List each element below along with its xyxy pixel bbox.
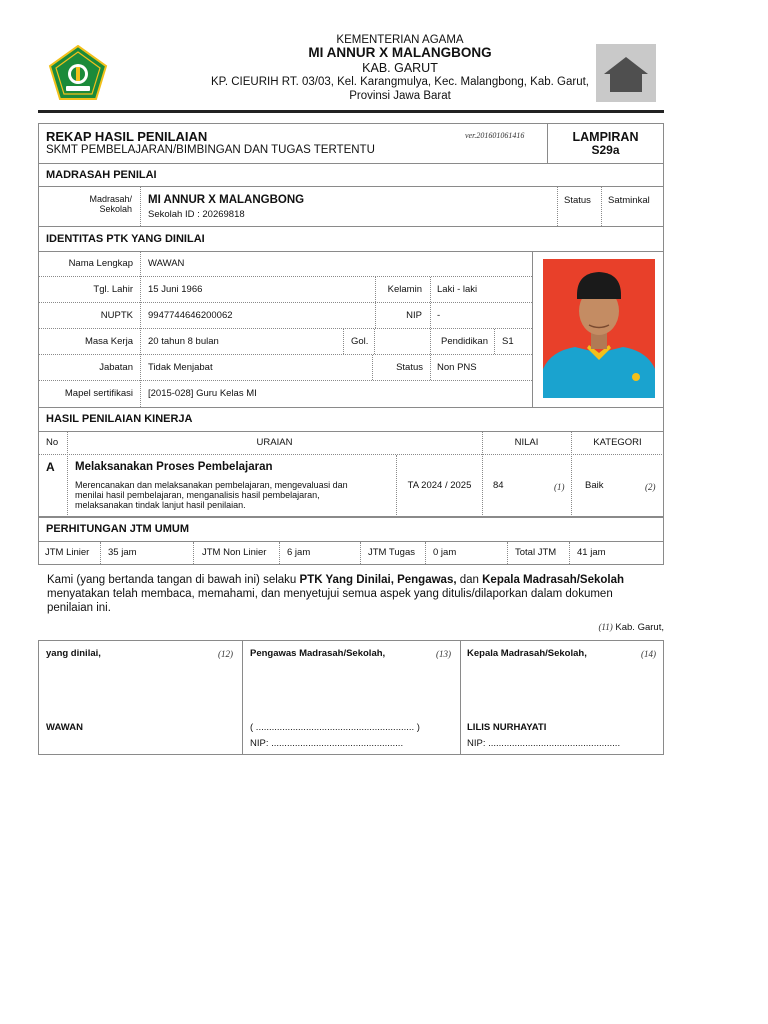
madrasah-name: MI ANNUR X MALANGBONG [148,194,305,206]
col-kategori: KATEGORI [593,437,642,448]
sig-kepala-label: Kepala Madrasah/Sekolah, [467,648,587,659]
jtm-nonlinier-label: JTM Non Linier [202,547,267,558]
row-a-title: Melaksanakan Proses Pembelajaran [75,461,273,473]
school-name: MI ANNUR X MALANGBONG [308,45,492,60]
row-a-kategori-ref: (2) [645,482,656,492]
kelamin-label: Kelamin [387,284,422,295]
statement-line2: menyatakan telah membaca, memahami, dan menyetujui semua aspek yang ditulis/dilaporkan dalam dokumen [47,588,613,600]
madrasah-label-line1: Madrasah/ [89,194,132,204]
nip-value: - [437,310,441,321]
province-name: Provinsi Jawa Barat [349,90,451,102]
nip-label: NIP [406,310,422,321]
masa-kerja-label: Masa Kerja [84,336,133,347]
form-version: ver.201601061416 [465,131,525,140]
madrasah-label-line2: Sekolah [99,204,132,214]
nama-label: Nama Lengkap [68,258,133,269]
row-a-desc-line1: Merencanakan dan melaksanakan pembelajaran, mengevaluasi dan [75,480,348,490]
row-a-nilai-ref: (1) [554,482,565,492]
sig-pengawas-name: ( ............................................................ ) [250,722,420,733]
row-a-desc-line3: melaksanakan tindak lanjut hasil penilaian. [75,500,246,510]
sig-dinilai-name: WAWAN [46,722,83,733]
jtm-nonlinier-value: 6 jam [287,547,311,558]
sig-kepala-ref: (14) [641,649,656,659]
col-no: No [46,437,59,448]
nama-value: WAWAN [148,258,185,269]
col-uraian: URAIAN [256,437,293,448]
madrasah-id: Sekolah ID : 20269818 [148,209,245,220]
row-a-no: A [46,460,55,474]
mapel-label: Mapel sertifikasi [64,388,133,399]
place-date: (11) Kab. Garut, [598,622,664,633]
madrasah-status-value: Satminkal [608,195,650,206]
madrasah-status-label: Status [564,195,591,206]
kemenag-logo-icon [48,45,108,101]
sig-pengawas-nip: NIP: .................................................. [250,738,404,749]
pendidikan-label: Pendidikan [440,336,488,347]
pendidikan-value: S1 [502,336,514,347]
school-address: KP. CIEURIH RT. 03/03, Kel. Karangmulya, Kec. Malangbong, Kab. Garut, [211,76,589,88]
sig-pengawas-ref: (13) [436,649,451,659]
sig-dinilai-label: yang dinilai, [46,648,101,659]
jtm-tugas-label: JTM Tugas [368,547,415,558]
col-nilai: NILAI [514,437,539,448]
tgl-lahir-label: Tgl. Lahir [93,284,133,295]
building-placeholder-icon [596,44,656,102]
header-divider [38,110,664,113]
letterhead [0,0,768,110]
form-title: REKAP HASIL PENILAIAN [46,129,208,144]
section-madrasah-penilai: MADRASAH PENILAI [46,169,157,181]
golongan-label: Gol. [351,336,369,347]
kelamin-value: Laki - laki [437,284,478,295]
lampiran-label: LAMPIRAN [572,130,639,144]
jtm-linier-value: 35 jam [108,547,137,558]
regency-name: KAB. GARUT [362,61,438,75]
nuptk-value: 9947744646200062 [148,310,233,321]
jtm-total-label: Total JTM [515,547,557,558]
row-a-nilai: 84 [493,480,504,491]
tgl-lahir-value: 15 Juni 1966 [148,284,203,295]
row-a-tahun-ajaran: TA 2024 / 2025 [407,480,472,491]
jabatan-value: Tidak Menjabat [148,362,213,373]
sig-dinilai-ref: (12) [218,649,233,659]
row-a-kategori: Baik [585,480,604,491]
statement-line1: Kami (yang bertanda tangan di bawah ini) selaku PTK Yang Dinilai, Pengawas, dan Kepala Madrasah/Sekolah [47,574,625,586]
lampiran-code: S29a [591,143,620,157]
nuptk-label: NUPTK [100,310,133,321]
section-jtm: PERHITUNGAN JTM UMUM [46,523,189,535]
row-a-desc-line2: menilai hasil pembelajaran, menganalisis hasil pembelajaran, [75,490,320,500]
sig-kepala-name: LILIS NURHAYATI [467,722,547,733]
masa-kerja-value: 20 tahun 8 bulan [148,336,219,347]
status-pegawai-value: Non PNS [437,362,477,373]
section-identitas: IDENTITAS PTK YANG DINILAI [46,233,205,245]
sig-kepala-nip: NIP: .................................................. [467,738,621,749]
form-subtitle: SKMT PEMBELAJARAN/BIMBINGAN DAN TUGAS TERTENTU [46,144,375,156]
mapel-value: [2015-028] Guru Kelas MI [148,388,257,399]
section-kinerja: HASIL PENILAIAN KINERJA [46,413,193,425]
jtm-tugas-value: 0 jam [433,547,457,558]
teacher-photo [543,259,655,398]
ministry-name: KEMENTERIAN AGAMA [336,34,464,46]
sig-pengawas-label: Pengawas Madrasah/Sekolah, [250,648,386,659]
jabatan-label: Jabatan [99,362,133,373]
jtm-total-value: 41 jam [577,547,606,558]
jtm-linier-label: JTM Linier [45,547,90,558]
statement-line3: penilaian ini. [47,602,111,614]
status-pegawai-label: Status [396,362,423,373]
